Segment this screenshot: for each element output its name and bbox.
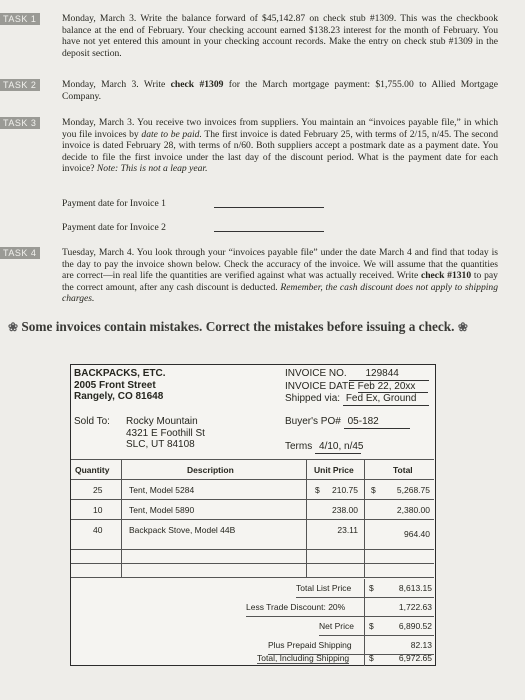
- invoice-date: Feb 22, 20xx: [358, 381, 428, 394]
- net-price-row: Net Price: [319, 617, 434, 636]
- table-row: [71, 563, 434, 577]
- table-bottom-rule: [71, 577, 434, 578]
- grand-total-value: 6,972.65: [398, 653, 432, 663]
- task-4-label: TASK 4: [0, 247, 40, 259]
- check-number: check #1310: [420, 270, 472, 282]
- flower-icon: ❀: [457, 320, 468, 334]
- column-divider: [364, 459, 365, 577]
- leap-year-note: Note: This is not a leap year.: [96, 163, 208, 175]
- task-2-label: TASK 2: [0, 79, 40, 91]
- column-divider: [121, 459, 122, 577]
- grand-total-row: Total, Including Shipping: [257, 653, 350, 663]
- table-header-row: [71, 459, 434, 479]
- table-row: [71, 549, 434, 563]
- table-row: 25 Tent, Model 5284 $ 210.75 $ 5,268.75: [71, 479, 434, 499]
- sold-to-address: Rocky Mountain 4321 E Foothill St SLC, UT 84108: [126, 416, 205, 450]
- invoice: BACKPACKS, ETC. 2005 Front Street Rangely, CO 81648 INVOICE NO. 129844 INVOICE DATE Feb 22, 20xx Shipped via: Fed Ex, Ground Sold To: Rocky Mountain 4321 E Foothill St SLC, UT 84108 Buyer's PO# 05-182 Terms 4/10, n/45 Quantity Description Unit Price Total 25 Tent, Model 5284 $ 210.75 $ 5,268.75 10 Tent, Model 5890 238.00 2,380.00 40 Backpack Stove, Model 44B 23.11 964.40 Total List Price $ 8,613.15 Less Trade Discount: 20% 1,722.63 Net Price $ 6,890.52 Plus Prepaid Shipping 82.13 Total, Including Shipping $ 6,972.65: [70, 364, 436, 666]
- total-header: Total: [393, 465, 413, 475]
- answer-line[interactable]: [214, 231, 324, 232]
- invoice-meta: INVOICE NO. 129844 INVOICE DATE Feb 22, 20xx Shipped via: Fed Ex, Ground: [285, 368, 429, 406]
- unit-price-header: Unit Price: [314, 465, 354, 475]
- flower-icon: ❀: [8, 320, 19, 334]
- task-1-text: [62, 13, 498, 59]
- task-3-paragraph: Monday, March 3. You receive two invoices from suppliers. You maintain an “invoices payable file,” in which you file invoices by date to be paid. The first invoice is dated February 25, with terms of 2/15, n/45. The second invoice is dated February 28, with terms of n/60. Both suppliers accept a postmark date as a payment date. You decide to file the first invoice under the last day of the discount period. What is the payment date for each invoice? Note: This is not a leap year.: [62, 117, 499, 175]
- terms: Terms 4/10, n/45: [285, 441, 364, 452]
- total-list-price-row: Total List Price: [296, 579, 434, 598]
- task-4-text: [62, 247, 498, 305]
- description-header: Description: [187, 465, 234, 475]
- column-divider: [306, 459, 307, 577]
- task-1-paragraph: Monday, March 3. Write the balance forward of $45,142.87 on check stub #1309. This was the checkbook balance at the end of February. Your checking account earned $138.23 interest for the month of February. You have not yet entered this amount in your checking account records. Make the entry on check stub #1309 in the deposit section.: [62, 13, 498, 59]
- check-number: check #1309: [170, 79, 224, 90]
- task-2-text: [62, 79, 498, 102]
- mistake-banner: [8, 319, 518, 335]
- sold-to-label: Sold To:: [74, 416, 110, 427]
- table-row: 40 Backpack Stove, Model 44B 23.11 964.40: [71, 519, 434, 549]
- trade-discount-row: Less Trade Discount: 20%: [246, 598, 434, 617]
- shipped-via: Fed Ex, Ground: [343, 393, 429, 406]
- task-2-paragraph: Monday, March 3. Write check #1309 for the March mortgage payment: $1,755.00 to Allied Mortgage Company.: [62, 79, 498, 102]
- company-address: BACKPACKS, ETC. 2005 Front Street Rangely, CO 81648: [74, 368, 166, 402]
- task-1-label: TASK 1: [0, 13, 40, 25]
- prepaid-shipping-row: Plus Prepaid Shipping: [268, 636, 434, 655]
- payment-date-invoice-1[interactable]: Payment date for Invoice 1: [62, 198, 362, 209]
- payment-date-invoice-2[interactable]: Payment date for Invoice 2: [62, 222, 362, 233]
- column-divider: [364, 579, 365, 666]
- quantity-header: Quantity: [75, 465, 110, 475]
- task-3-text: [62, 117, 498, 175]
- po-number: 05-182: [344, 416, 410, 429]
- buyer-po: Buyer's PO# 05-182: [285, 416, 410, 429]
- answer-line[interactable]: [214, 207, 324, 208]
- invoice-number: 129844: [349, 368, 429, 381]
- banner-text: Some invoices contain mistakes. Correct the mistakes before issuing a check.: [21, 319, 455, 334]
- task-3-label: TASK 3: [0, 117, 40, 129]
- table-row: 10 Tent, Model 5890 238.00 2,380.00: [71, 499, 434, 519]
- task-4-paragraph: Tuesday, March 4. You look through your “invoices payable file” under the date March 4 and find that today is the day to pay the invoice shown below. Check the accuracy of the invoice. We will assume that the quantities are correct—in real life the quantities are verified against what was actually received. Write check #1310 to pay the correct amount, after any cash discount is deducted. Remember, the cash discount does not apply to shipping charges.: [62, 247, 499, 305]
- terms-value: 4/10, n/45: [315, 441, 361, 454]
